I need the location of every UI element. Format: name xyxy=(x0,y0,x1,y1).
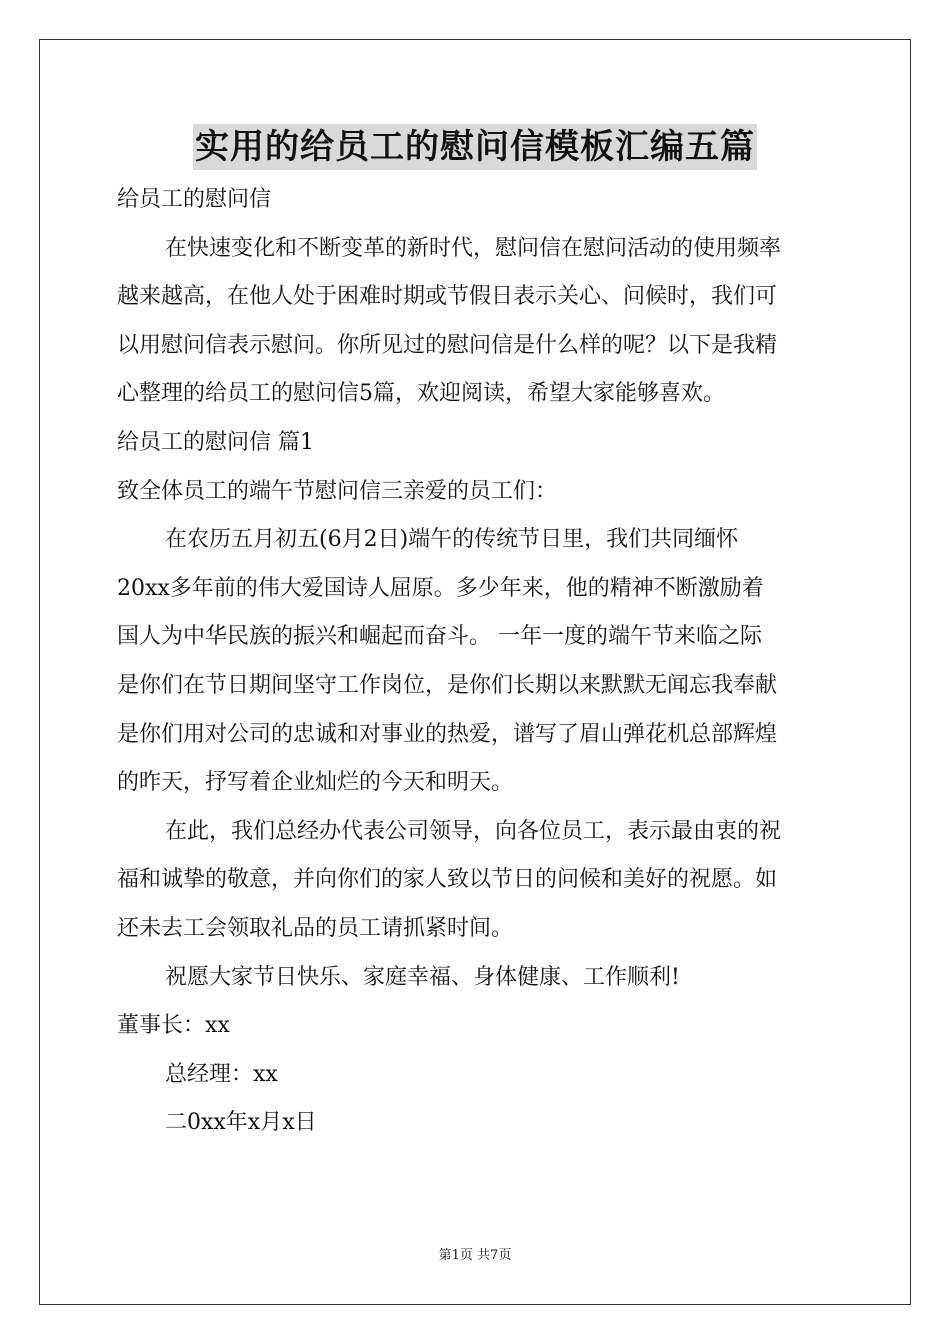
paragraph-line: 的昨天，抒写着企业灿烂的今天和明天。 xyxy=(117,770,514,796)
signature-manager: 总经理：xx xyxy=(165,1061,278,1087)
closing-wish: 祝愿大家节日快乐、家庭幸福、身体健康、工作顺利! xyxy=(165,964,680,990)
letter-date: 二0xx年x月x日 xyxy=(165,1110,317,1136)
signature-chairman: 董事长：xx xyxy=(117,1013,230,1039)
paragraph-line: 在快速变化和不断变革的新时代，慰问信在慰问活动的使用频率 xyxy=(165,235,782,261)
page-footer: 第1页 共7页 xyxy=(438,1248,512,1263)
paragraph-line: 20xx多年前的伟大爱国诗人屈原。多少年来，他的精神不断激励着 xyxy=(117,575,764,601)
paragraph-line: 心整理的给员工的慰问信5篇，欢迎阅读，希望大家能够喜欢。 xyxy=(117,381,725,407)
paragraph-line: 越来越高，在他人处于困难时期或节假日表示关心、问候时，我们可 xyxy=(117,284,778,310)
title-area xyxy=(0,124,950,170)
document-body xyxy=(117,176,833,1148)
salutation: 致全体员工的端午节慰问信三亲爱的员工们： xyxy=(117,478,558,504)
document-title: 实用的给员工的慰问信模板汇编五篇 xyxy=(193,124,757,170)
paragraph-line: 在农历五月初五(6月2日)端午的传统节日里，我们共同缅怀 xyxy=(165,527,739,553)
paragraph-line: 福和诚挚的敬意，并向你们的家人致以节日的问候和美好的祝愿。如 xyxy=(117,867,778,893)
paragraph-line: 是你们在节日期间坚守工作岗位，是你们长期以来默默无闻忘我奉献 xyxy=(117,672,778,698)
paragraph-line: 给员工的慰问信 xyxy=(117,187,272,212)
paragraph-line: 还未去工会领取礼品的员工请抓紧时间。 xyxy=(117,915,514,941)
paragraph-line: 以用慰问信表示慰问。你所见过的慰问信是什么样的呢？以下是我精 xyxy=(117,332,778,358)
paragraph-line: 是你们用对公司的忠诚和对事业的热爱，谱写了眉山弹花机总部辉煌 xyxy=(117,721,778,747)
paragraph-line: 国人为中华民族的振兴和崛起而奋斗。 一年一度的端午节来临之际 xyxy=(117,624,762,650)
section-heading: 给员工的慰问信 篇1 xyxy=(117,429,314,455)
paragraph-line: 在此，我们总经办代表公司领导，向各位员工，表示最由衷的祝 xyxy=(165,818,782,844)
